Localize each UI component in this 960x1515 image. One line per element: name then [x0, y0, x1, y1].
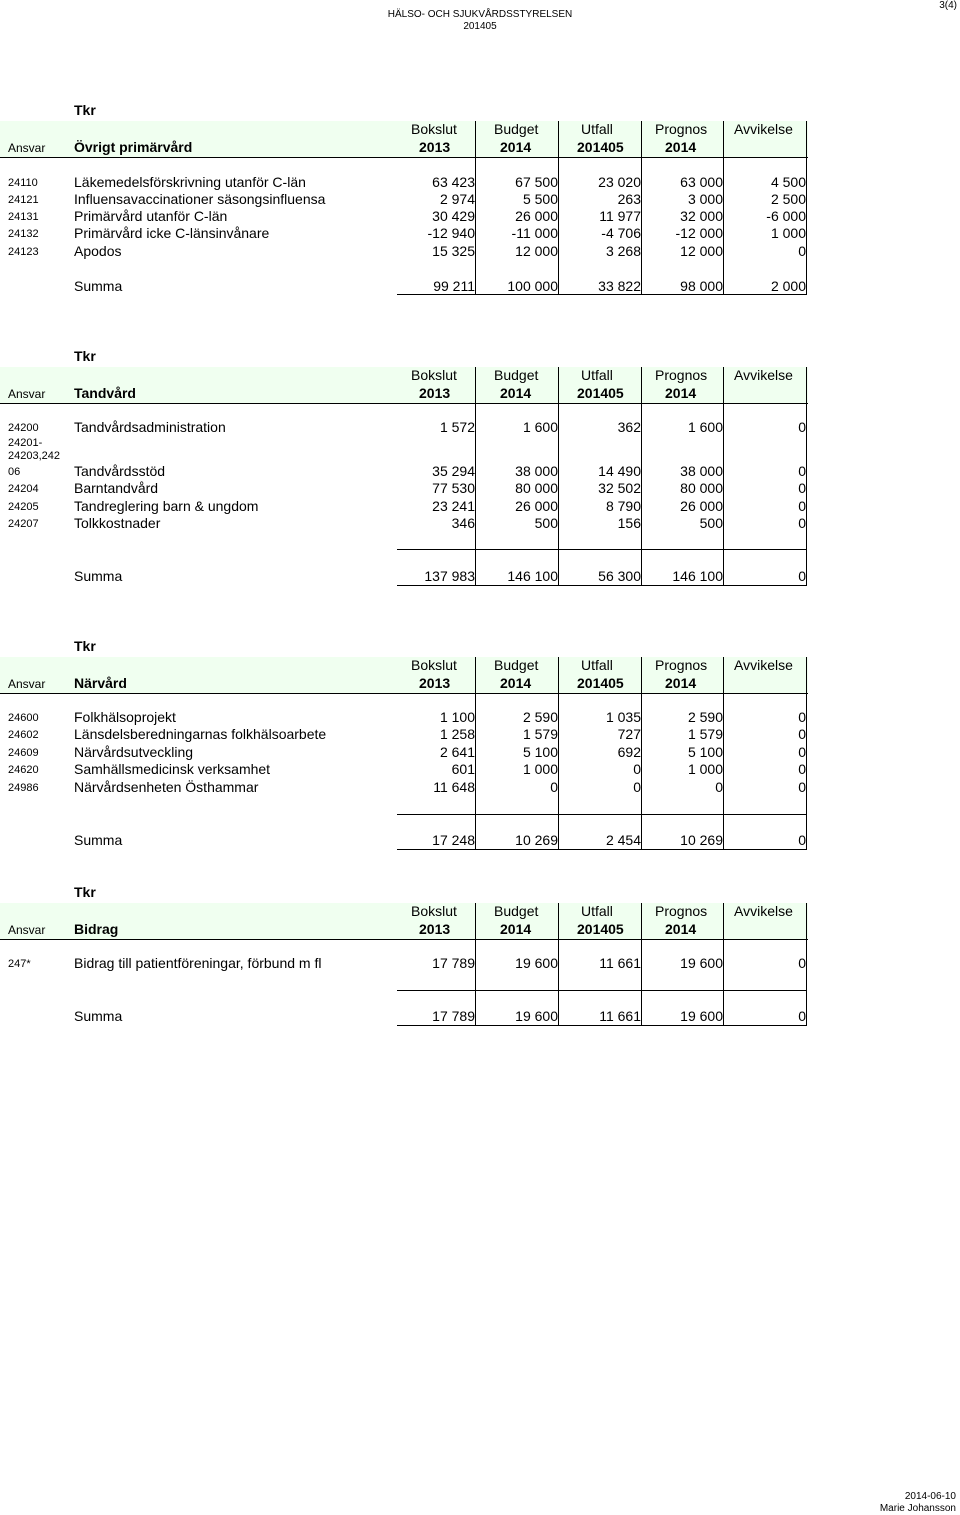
value-prognos: 12 000 — [680, 243, 723, 259]
col-year-bokslut: 2013 — [419, 921, 451, 937]
table-row — [0, 225, 808, 242]
value-avvikelse: 0 — [798, 744, 806, 760]
value-bokslut: 77 530 — [432, 480, 475, 496]
summa-avvikelse: 0 — [798, 832, 806, 848]
value-prognos: 80 000 — [680, 480, 723, 496]
table-row — [0, 498, 808, 515]
col-year-prognos: 2014 — [665, 675, 697, 691]
account-name: Tandreglering barn & ungdom — [74, 498, 259, 514]
summa-budget: 10 269 — [515, 832, 558, 848]
value-utfall: 0 — [633, 761, 641, 777]
ansvar-label: Ansvar — [8, 677, 46, 691]
table-row — [0, 726, 808, 743]
value-utfall: 727 — [617, 726, 641, 742]
value-utfall: 32 502 — [598, 480, 641, 496]
value-prognos: 5 100 — [687, 744, 723, 760]
summa-label: Summa — [74, 278, 123, 294]
value-utfall: 11 661 — [599, 955, 641, 971]
value-budget: -11 000 — [511, 225, 558, 241]
value-prognos: 0 — [715, 779, 723, 795]
account-name: Primärvård utanför C-län — [74, 208, 228, 224]
summa-row — [0, 832, 808, 849]
account-name: Bidrag till patientföreningar, förbund m fl — [74, 955, 322, 971]
value-budget: 5 500 — [522, 191, 558, 207]
account-code: 24600 — [8, 712, 39, 724]
summa-budget: 100 000 — [507, 278, 558, 294]
value-utfall: 692 — [617, 744, 641, 760]
col-year-bokslut: 2013 — [419, 675, 451, 691]
account-code: 24620 — [8, 764, 39, 776]
value-budget: 500 — [534, 515, 558, 531]
summa-prognos: 19 600 — [680, 1008, 723, 1024]
col-header-budget: Budget — [494, 903, 539, 919]
col-year-prognos: 2014 — [665, 139, 697, 155]
account-name: Närvårdsutveckling — [74, 744, 194, 760]
unit-label: Tkr — [74, 102, 96, 118]
summa-avvikelse: 0 — [798, 1008, 806, 1024]
value-bokslut: 601 — [451, 761, 475, 777]
summa-avvikelse: 0 — [798, 568, 806, 584]
account-name: Länsdelsberedningarnas folkhälsoarbete — [74, 726, 327, 742]
section-title: Övrigt primärvård — [74, 139, 193, 155]
col-header-utfall: Utfall — [581, 657, 613, 673]
ansvar-label: Ansvar — [8, 923, 46, 937]
account-code: 24131 — [8, 211, 39, 223]
value-avvikelse: 1 000 — [770, 225, 806, 241]
summa-bokslut: 17 789 — [432, 1008, 475, 1024]
value-avvikelse: 0 — [798, 761, 806, 777]
col-header-avvikelse: Avvikelse — [734, 367, 793, 383]
value-prognos: 3 000 — [687, 191, 723, 207]
value-avvikelse: 4 500 — [770, 174, 806, 190]
account-name: Folkhälsoprojekt — [74, 709, 176, 725]
account-code: 24204 — [8, 483, 39, 495]
value-utfall: 362 — [617, 419, 641, 435]
value-budget: 38 000 — [515, 463, 558, 479]
account-name: Läkemedelsförskrivning utanför C-län — [74, 174, 306, 190]
account-name: Primärvård icke C-länsinvånare — [74, 225, 270, 241]
value-prognos: 32 000 — [680, 208, 723, 224]
value-utfall: 156 — [617, 515, 641, 531]
col-year-utfall: 201405 — [577, 921, 624, 937]
account-code-line: 06 — [8, 466, 21, 478]
value-bokslut: 2 641 — [439, 744, 475, 760]
account-code: 24986 — [8, 782, 39, 794]
value-budget: 1 579 — [522, 726, 558, 742]
value-bokslut: 1 572 — [439, 419, 475, 435]
value-utfall: 11 977 — [599, 208, 641, 224]
table-row — [0, 709, 808, 726]
value-avvikelse: 0 — [798, 498, 806, 514]
col-header-prognos: Prognos — [655, 903, 708, 919]
table-row — [0, 480, 808, 497]
value-utfall: 1 035 — [605, 709, 641, 725]
section-ovrigt-primarvard — [0, 102, 960, 302]
value-bokslut: -12 940 — [427, 225, 475, 241]
document-header-date: 201405 — [463, 21, 497, 32]
account-code: 24121 — [8, 194, 39, 206]
col-year-utfall: 201405 — [577, 675, 624, 691]
value-prognos: 63 000 — [680, 174, 723, 190]
section-title: Bidrag — [74, 921, 119, 937]
summa-utfall: 11 661 — [599, 1008, 641, 1024]
value-prognos: 26 000 — [680, 498, 723, 514]
value-avvikelse: -6 000 — [766, 208, 806, 224]
account-code: 24110 — [8, 177, 38, 189]
value-prognos: 1 600 — [687, 419, 723, 435]
table-row — [0, 174, 808, 191]
table-row — [0, 761, 808, 778]
col-year-bokslut: 2013 — [419, 139, 451, 155]
value-avvikelse: 0 — [798, 726, 806, 742]
table-row — [0, 243, 808, 260]
value-prognos: 1 579 — [687, 726, 723, 742]
section-title: Närvård — [74, 675, 127, 691]
table-row — [0, 463, 808, 480]
table-row — [0, 191, 808, 208]
section-narvard — [0, 638, 960, 853]
account-name: Tandvårdsstöd — [74, 463, 166, 479]
table-row — [0, 208, 808, 225]
value-avvikelse: 0 — [798, 515, 806, 531]
value-budget: 1 000 — [522, 761, 558, 777]
ansvar-label: Ansvar — [8, 387, 46, 401]
col-year-utfall: 201405 — [577, 385, 624, 401]
account-code: 24205 — [8, 501, 39, 513]
footer-author: Marie Johansson — [879, 1503, 956, 1514]
value-bokslut: 1 100 — [439, 709, 475, 725]
value-utfall: 23 020 — [598, 174, 641, 190]
value-budget: 26 000 — [515, 208, 558, 224]
value-bokslut: 23 241 — [432, 498, 475, 514]
document-header-org: HÄLSO- OCH SJUKVÅRDSSTYRELSEN — [387, 9, 573, 20]
account-name: Tandvårdsadministration — [74, 419, 226, 435]
value-avvikelse: 0 — [798, 955, 806, 971]
account-code: 24609 — [8, 747, 39, 759]
value-avvikelse: 0 — [798, 779, 806, 795]
summa-utfall: 56 300 — [598, 568, 641, 584]
value-budget: 1 600 — [522, 419, 558, 435]
col-header-utfall: Utfall — [581, 121, 613, 137]
value-avvikelse: 0 — [798, 480, 806, 496]
summa-budget: 19 600 — [515, 1008, 558, 1024]
col-header-budget: Budget — [494, 121, 539, 137]
unit-label: Tkr — [74, 638, 96, 654]
col-header-prognos: Prognos — [655, 367, 708, 383]
summa-utfall: 2 454 — [605, 832, 641, 848]
value-utfall: 0 — [633, 779, 641, 795]
unit-label: Tkr — [74, 884, 96, 900]
value-utfall: 14 490 — [598, 463, 641, 479]
value-prognos: 19 600 — [680, 955, 723, 971]
col-header-utfall: Utfall — [581, 903, 613, 919]
col-year-prognos: 2014 — [665, 921, 697, 937]
section-bidrag — [0, 884, 960, 1029]
summa-utfall: 33 822 — [598, 278, 641, 294]
col-year-budget: 2014 — [500, 675, 532, 691]
col-year-budget: 2014 — [500, 921, 532, 937]
account-code-line: 24203,242 — [8, 450, 60, 462]
summa-bokslut: 99 211 — [433, 278, 475, 294]
account-code: 247* — [8, 958, 31, 970]
summa-prognos: 146 100 — [672, 568, 723, 584]
value-prognos: 38 000 — [680, 463, 723, 479]
account-code-line: 24201- — [8, 437, 43, 449]
section-title: Tandvård — [74, 385, 136, 401]
value-bokslut: 63 423 — [432, 174, 475, 190]
value-avvikelse: 0 — [798, 463, 806, 479]
summa-bokslut: 17 248 — [432, 832, 475, 848]
value-bokslut: 2 974 — [439, 191, 475, 207]
value-avvikelse: 2 500 — [770, 191, 806, 207]
col-year-utfall: 201405 — [577, 139, 624, 155]
page-number: 3(4) — [939, 0, 957, 11]
summa-label: Summa — [74, 832, 123, 848]
col-header-prognos: Prognos — [655, 657, 708, 673]
value-avvikelse: 0 — [798, 243, 806, 259]
summa-row — [0, 278, 808, 295]
table-row — [0, 779, 808, 796]
unit-label: Tkr — [74, 348, 96, 364]
value-utfall: 3 268 — [605, 243, 641, 259]
value-bokslut: 11 648 — [433, 779, 475, 795]
col-year-prognos: 2014 — [665, 385, 697, 401]
value-bokslut: 15 325 — [432, 243, 475, 259]
account-name: Tolkkostnader — [74, 515, 161, 531]
value-budget: 12 000 — [515, 243, 558, 259]
col-header-bokslut: Bokslut — [411, 121, 457, 137]
value-bokslut: 346 — [451, 515, 475, 531]
col-year-budget: 2014 — [500, 139, 532, 155]
account-code: 24132 — [8, 228, 39, 240]
table-row — [0, 744, 808, 761]
value-budget: 19 600 — [515, 955, 558, 971]
summa-label: Summa — [74, 1008, 123, 1024]
summa-prognos: 98 000 — [680, 278, 723, 294]
account-name: Apodos — [74, 243, 122, 259]
value-avvikelse: 0 — [798, 709, 806, 725]
value-bokslut: 30 429 — [432, 208, 475, 224]
value-budget: 5 100 — [522, 744, 558, 760]
account-code: 24207 — [8, 518, 39, 530]
value-budget: 26 000 — [515, 498, 558, 514]
value-budget: 2 590 — [522, 709, 558, 725]
value-bokslut: 17 789 — [432, 955, 475, 971]
account-name: Närvårdsenheten Östhammar — [74, 779, 259, 795]
col-header-utfall: Utfall — [581, 367, 613, 383]
value-avvikelse: 0 — [798, 419, 806, 435]
account-code: 24602 — [8, 729, 39, 741]
table-row — [0, 515, 808, 532]
summa-prognos: 10 269 — [680, 832, 723, 848]
summa-label: Summa — [74, 568, 123, 584]
summa-budget: 146 100 — [507, 568, 558, 584]
col-header-bokslut: Bokslut — [411, 903, 457, 919]
col-header-avvikelse: Avvikelse — [734, 903, 793, 919]
value-budget: 67 500 — [515, 174, 558, 190]
summa-row — [0, 568, 808, 585]
col-header-prognos: Prognos — [655, 121, 708, 137]
value-utfall: 263 — [617, 191, 641, 207]
table-row — [0, 419, 808, 436]
value-prognos: -12 000 — [675, 225, 723, 241]
value-utfall: 8 790 — [605, 498, 641, 514]
value-prognos: 2 590 — [687, 709, 723, 725]
col-header-budget: Budget — [494, 657, 539, 673]
value-budget: 80 000 — [515, 480, 558, 496]
value-prognos: 500 — [699, 515, 723, 531]
account-name: Barntandvård — [74, 480, 159, 496]
value-budget: 0 — [550, 779, 558, 795]
summa-row — [0, 1008, 808, 1025]
value-utfall: -4 706 — [601, 225, 641, 241]
section-tandvard — [0, 348, 960, 594]
summa-bokslut: 137 983 — [424, 568, 475, 584]
col-year-budget: 2014 — [500, 385, 532, 401]
account-code: 24123 — [8, 246, 39, 258]
account-name: Influensavaccinationer säsongsinfluensa — [74, 191, 326, 207]
col-header-avvikelse: Avvikelse — [734, 121, 793, 137]
value-bokslut: 35 294 — [432, 463, 475, 479]
col-header-avvikelse: Avvikelse — [734, 657, 793, 673]
value-prognos: 1 000 — [687, 761, 723, 777]
footer-date: 2014-06-10 — [904, 1491, 956, 1502]
ansvar-label: Ansvar — [8, 141, 46, 155]
table-row — [0, 955, 808, 972]
col-header-budget: Budget — [494, 367, 539, 383]
col-header-bokslut: Bokslut — [411, 367, 457, 383]
account-code: 24200 — [8, 422, 39, 434]
col-header-bokslut: Bokslut — [411, 657, 457, 673]
value-bokslut: 1 258 — [439, 726, 475, 742]
summa-avvikelse: 2 000 — [770, 278, 806, 294]
col-year-bokslut: 2013 — [419, 385, 451, 401]
account-name: Samhällsmedicinsk verksamhet — [74, 761, 271, 777]
